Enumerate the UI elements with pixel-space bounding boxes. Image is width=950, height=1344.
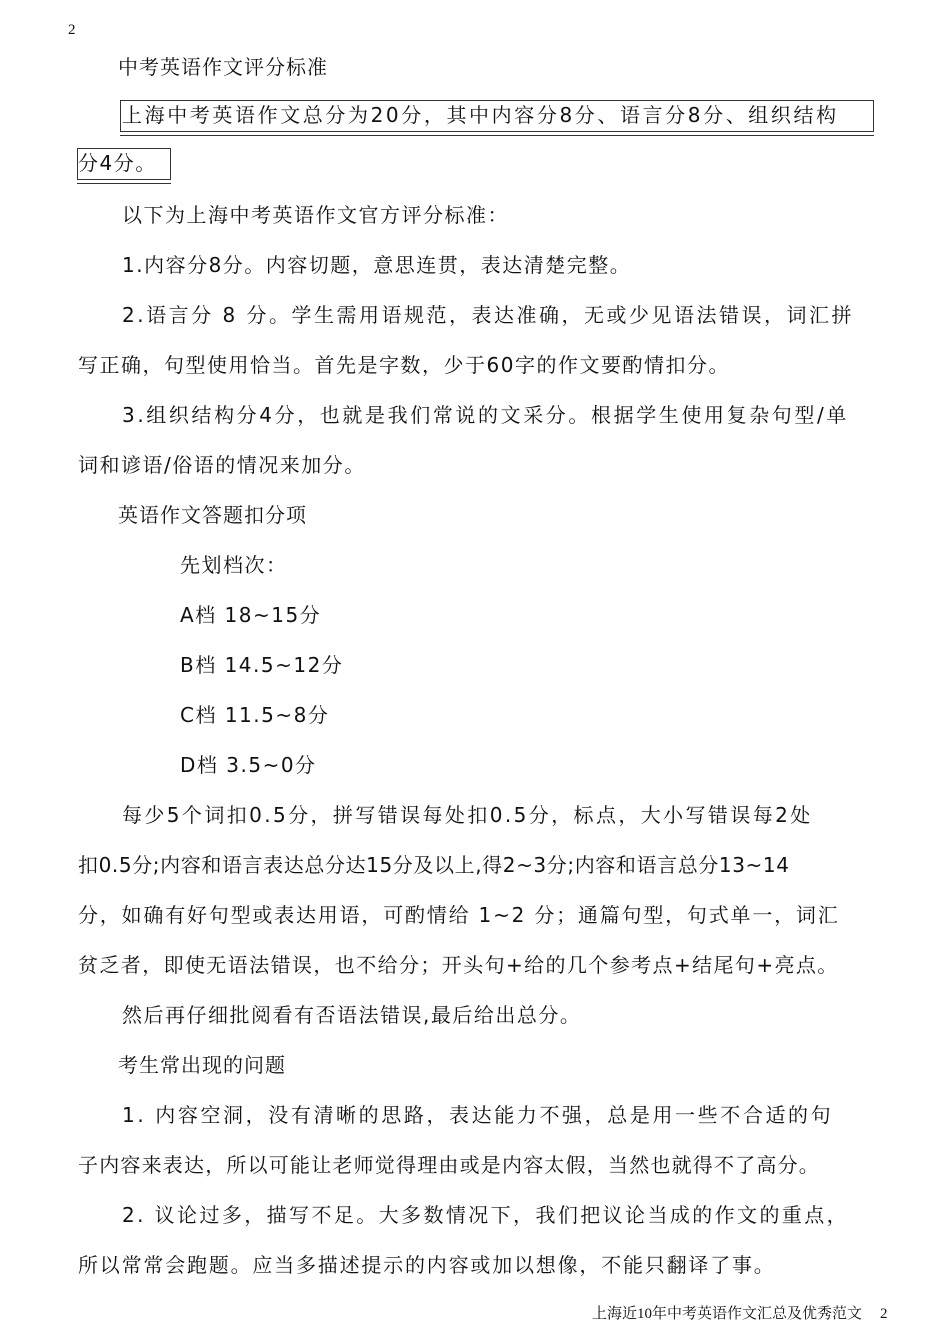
deduction-text-line-4: 贫乏者，即使无语法错误，也不给分；开头句+给的几个参考点+结尾句+亮点。 — [78, 953, 839, 977]
grade-b: B档 14.5~12分 — [180, 653, 344, 677]
problem-1-line-1: 1. 内容空洞，没有清晰的思路，表达能力不强，总是用一些不合适的句 — [122, 1103, 834, 1127]
problem-2-line-1: 2. 议论过多，描写不足。大多数情况下，我们把议论当成的作文的重点， — [122, 1203, 850, 1227]
grade-a: A档 18~15分 — [180, 603, 322, 627]
criterion-language-line-1: 2.语言分 8 分。学生需用语规范，表达准确，无或少见语法错误，词汇拼 — [122, 303, 855, 327]
criterion-content: 1.内容分8分。内容切题，意思连贯，表达清楚完整。 — [122, 253, 632, 277]
criterion-language-line-2: 写正确，句型使用恰当。首先是字数，少于60字的作文要酌情扣分。 — [78, 353, 730, 377]
grading-intro: 先划档次： — [180, 553, 288, 577]
deduction-text-line-2: 扣0.5分;内容和语言表达总分达15分及以上,得2~3分;内容和语言总分13~14 — [78, 853, 790, 877]
grade-d: D档 3.5~0分 — [180, 753, 317, 777]
deduction-heading: 英语作文答题扣分项 — [118, 503, 307, 527]
criterion-structure-line-2: 词和谚语/俗语的情况来加分。 — [78, 453, 366, 477]
page-footer — [592, 1302, 888, 1323]
problem-2-line-2: 所以常常会跑题。应当多描述提示的内容或加以想像，不能只翻译了事。 — [78, 1253, 776, 1277]
final-review: 然后再仔细批阅看有否语法错误,最后给出总分。 — [122, 1003, 582, 1027]
document-title: 中考英语作文评分标准 — [118, 55, 328, 79]
intro-line-1: 上海中考英语作文总分为20分，其中内容分8分、语言分8分、组织结构 — [122, 103, 839, 127]
problems-heading: 考生常出现的问题 — [118, 1053, 286, 1077]
problem-1-line-2: 子内容来表达，所以可能让老师觉得理由或是内容太假，当然也就得不了高分。 — [78, 1153, 820, 1177]
page-number-top: 2 — [68, 22, 76, 38]
deduction-text-line-3: 分，如确有好句型或表达用语，可酌情给 1~2 分；通篇句型，句式单一，词汇 — [78, 903, 840, 927]
grade-c: C档 11.5~8分 — [180, 703, 330, 727]
intro-line-2: 分4分。 — [78, 151, 157, 175]
footer-page-number: 2 — [880, 1306, 888, 1322]
criterion-structure-line-1: 3.组织结构分4分，也就是我们常说的文采分。根据学生使用复杂句型/单 — [122, 403, 849, 427]
official-intro: 以下为上海中考英语作文官方评分标准： — [122, 203, 509, 227]
deduction-text-line-1: 每少5个词扣0.5分，拼写错误每处扣0.5分，标点，大小写错误每2处 — [122, 803, 813, 827]
footer-title: 上海近10年中考英语作文汇总及优秀范文 — [592, 1306, 863, 1322]
